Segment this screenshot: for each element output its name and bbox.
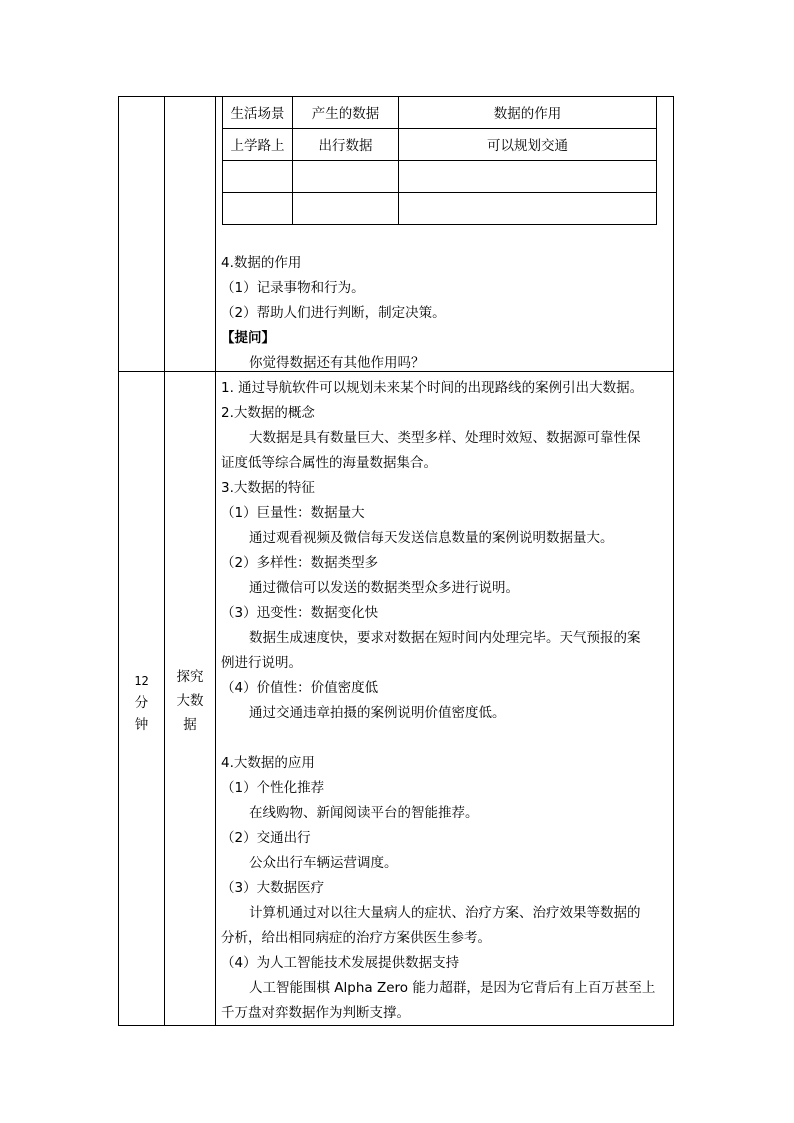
content-line: 证度低等综合属性的海量数据集合。 <box>221 455 437 471</box>
content-line: 人工智能围棋 Alpha Zero 能力超群，是因为它背后有上百万甚至上 <box>249 980 656 996</box>
content-line: 数据生成速度快，要求对数据在短时间内处理完毕。天气预报的案 <box>249 630 641 646</box>
activity-text: 据 <box>183 717 197 733</box>
header-cell: 产生的数据 <box>293 97 399 128</box>
table-cell: 出行数据 <box>293 128 399 160</box>
list-item: （1）记录事物和行为。 <box>221 280 365 296</box>
content-line: 通过微信可以发送的数据类型众多进行说明。 <box>249 580 519 596</box>
content-line <box>221 726 666 751</box>
table-row <box>223 128 657 160</box>
activity-text: 探究 <box>176 669 204 685</box>
content-line: （3）迅变性：数据变化快 <box>221 605 379 621</box>
content-line: 通过交通违章拍摄的案例说明价值密度低。 <box>249 705 506 721</box>
column-divider-2 <box>215 97 216 1025</box>
content-line: （1）个性化推荐 <box>221 780 325 796</box>
data-role-section <box>221 251 666 376</box>
content-line: 通过观看视频及微信每天发送信息数量的案例说明数据量大。 <box>249 530 614 546</box>
content-line: 分析，给出相同病症的治疗方案供医生参考。 <box>221 930 491 946</box>
time-value: 12 <box>134 674 149 688</box>
column-divider-1 <box>164 97 165 1025</box>
question-label: 【提问】 <box>221 330 275 346</box>
header-cell: 生活场景 <box>223 97 293 128</box>
table-row <box>223 192 657 224</box>
content-line: （4）为人工智能技术发展提供数据支持 <box>221 955 460 971</box>
content-line: （3）大数据医疗 <box>221 880 325 896</box>
big-data-content <box>221 376 666 1026</box>
table-cell <box>293 160 399 192</box>
content-line: （2）交通出行 <box>221 830 311 846</box>
table-cell <box>223 192 293 224</box>
data-scenario-table <box>222 97 657 225</box>
table-header-row <box>223 97 657 128</box>
content-line: 在线购物、新闻阅读平台的智能推荐。 <box>249 805 479 821</box>
table-cell: 可以规划交通 <box>399 128 657 160</box>
time-unit: 分 <box>134 695 149 711</box>
content-line: 2.大数据的概念 <box>221 405 315 421</box>
content-line: 公众出行车辆运营调度。 <box>249 855 398 871</box>
content-line: 大数据是具有数量巨大、类型多样、处理时效短、数据源可靠性保 <box>249 430 641 446</box>
table-cell <box>399 192 657 224</box>
table-cell: 上学路上 <box>223 128 293 160</box>
table-cell <box>399 160 657 192</box>
content-line: （2）多样性：数据类型多 <box>221 555 379 571</box>
table-row <box>223 160 657 192</box>
activity-cell <box>165 665 215 737</box>
time-unit: 钟 <box>134 717 149 733</box>
content-line: （1）巨量性：数据量大 <box>221 505 365 521</box>
content-line: 3.大数据的特征 <box>221 480 315 496</box>
activity-text: 大数 <box>176 693 204 709</box>
table-cell <box>293 192 399 224</box>
header-cell: 数据的作用 <box>399 97 657 128</box>
content-line: 计算机通过对以往大量病人的症状、治疗方案、治疗效果等数据的 <box>249 905 641 921</box>
content-line: （4）价值性：价值密度低 <box>221 680 379 696</box>
section-heading: 4.数据的作用 <box>221 255 302 271</box>
table-cell <box>223 160 293 192</box>
content-line: 1. 通过导航软件可以规划未来某个时间的出现路线的案例引出大数据。 <box>221 380 644 396</box>
time-cell <box>119 670 164 736</box>
content-line: 千万盘对弈数据作为判断支撑。 <box>221 1005 410 1021</box>
list-item: （2）帮助人们进行判断，制定决策。 <box>221 305 446 321</box>
content-line: 例进行说明。 <box>221 655 302 671</box>
lesson-table <box>118 96 674 1026</box>
question-text: 你觉得数据还有其他作用吗？ <box>249 355 425 371</box>
content-line: 4.大数据的应用 <box>221 755 315 771</box>
